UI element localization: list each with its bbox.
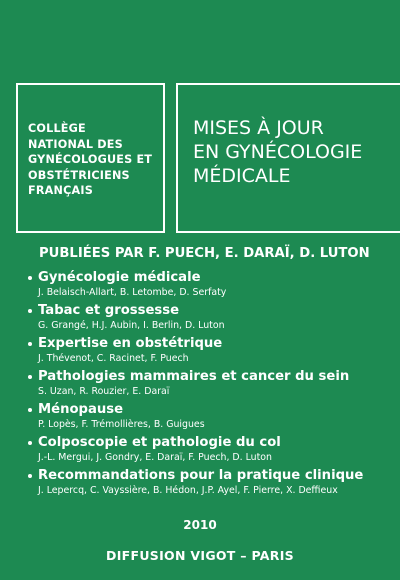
- topic-authors: J.-L. Mergui, J. Gondry, E. Daraï, F. Puech, D. Luton: [38, 452, 272, 463]
- bullet-icon: [28, 375, 32, 379]
- topic-title: Pathologies mammaires et cancer du sein: [38, 369, 350, 384]
- topic-authors: P. Lopès, F. Trémollières, B. Guigues: [38, 419, 205, 430]
- topic-title: Ménopause: [38, 402, 124, 417]
- topic-item: [24, 402, 394, 435]
- topic-item: [24, 369, 394, 402]
- topic-title: Gynécologie médicale: [38, 270, 201, 285]
- college-name: [28, 121, 152, 199]
- publication-year: 2010: [183, 518, 217, 532]
- topic-title: Expertise en obstétrique: [38, 336, 223, 351]
- topic-title: Recommandations pour la pratique clinique: [38, 468, 364, 483]
- topic-item: [24, 270, 394, 303]
- title-line: EN GYNÉCOLOGIE: [193, 141, 363, 163]
- bullet-icon: [28, 309, 32, 313]
- bullet-icon: [28, 474, 32, 478]
- topic-authors: J. Lepercq, C. Vayssière, B. Hédon, J.P. Ayel, F. Pierre, X. Deffieux: [38, 485, 338, 496]
- topic-authors: J. Belaisch-Allart, B. Letombe, D. Serfaty: [38, 287, 227, 298]
- topic-item: [24, 336, 394, 369]
- topic-list: [24, 270, 394, 501]
- topic-title: Tabac et grossesse: [38, 303, 180, 318]
- college-line: NATIONAL DES: [28, 137, 123, 151]
- book-title: [193, 116, 362, 188]
- college-line: OBSTÉTRICIENS: [28, 168, 130, 182]
- bullet-icon: [28, 441, 32, 445]
- title-box: [176, 83, 400, 233]
- bullet-icon: [28, 276, 32, 280]
- publisher-name: DIFFUSION VIGOT – PARIS: [106, 548, 294, 563]
- topic-authors: S. Uzan, R. Rouzier, E. Daraï: [38, 386, 170, 397]
- topic-title: Colposcopie et pathologie du col: [38, 435, 281, 450]
- topic-item: [24, 435, 394, 468]
- college-line: FRANÇAIS: [28, 184, 93, 197]
- topic-authors: J. Thévenot, C. Racinet, F. Puech: [38, 353, 189, 364]
- topic-authors: G. Grangé, H.J. Aubin, I. Berlin, D. Luton: [38, 320, 225, 331]
- title-line: MÉDICALE: [193, 165, 291, 187]
- editors-line: PUBLIÉES PAR F. PUECH, E. DARAÏ, D. LUTON: [39, 246, 370, 261]
- college-box: [16, 83, 165, 233]
- bullet-icon: [28, 408, 32, 412]
- title-line: MISES À JOUR: [193, 117, 324, 139]
- college-line: COLLÈGE: [28, 122, 86, 135]
- college-line: GYNÉCOLOGUES ET: [28, 153, 153, 166]
- topic-item: [24, 303, 394, 336]
- topic-item: [24, 468, 394, 501]
- bullet-icon: [28, 342, 32, 346]
